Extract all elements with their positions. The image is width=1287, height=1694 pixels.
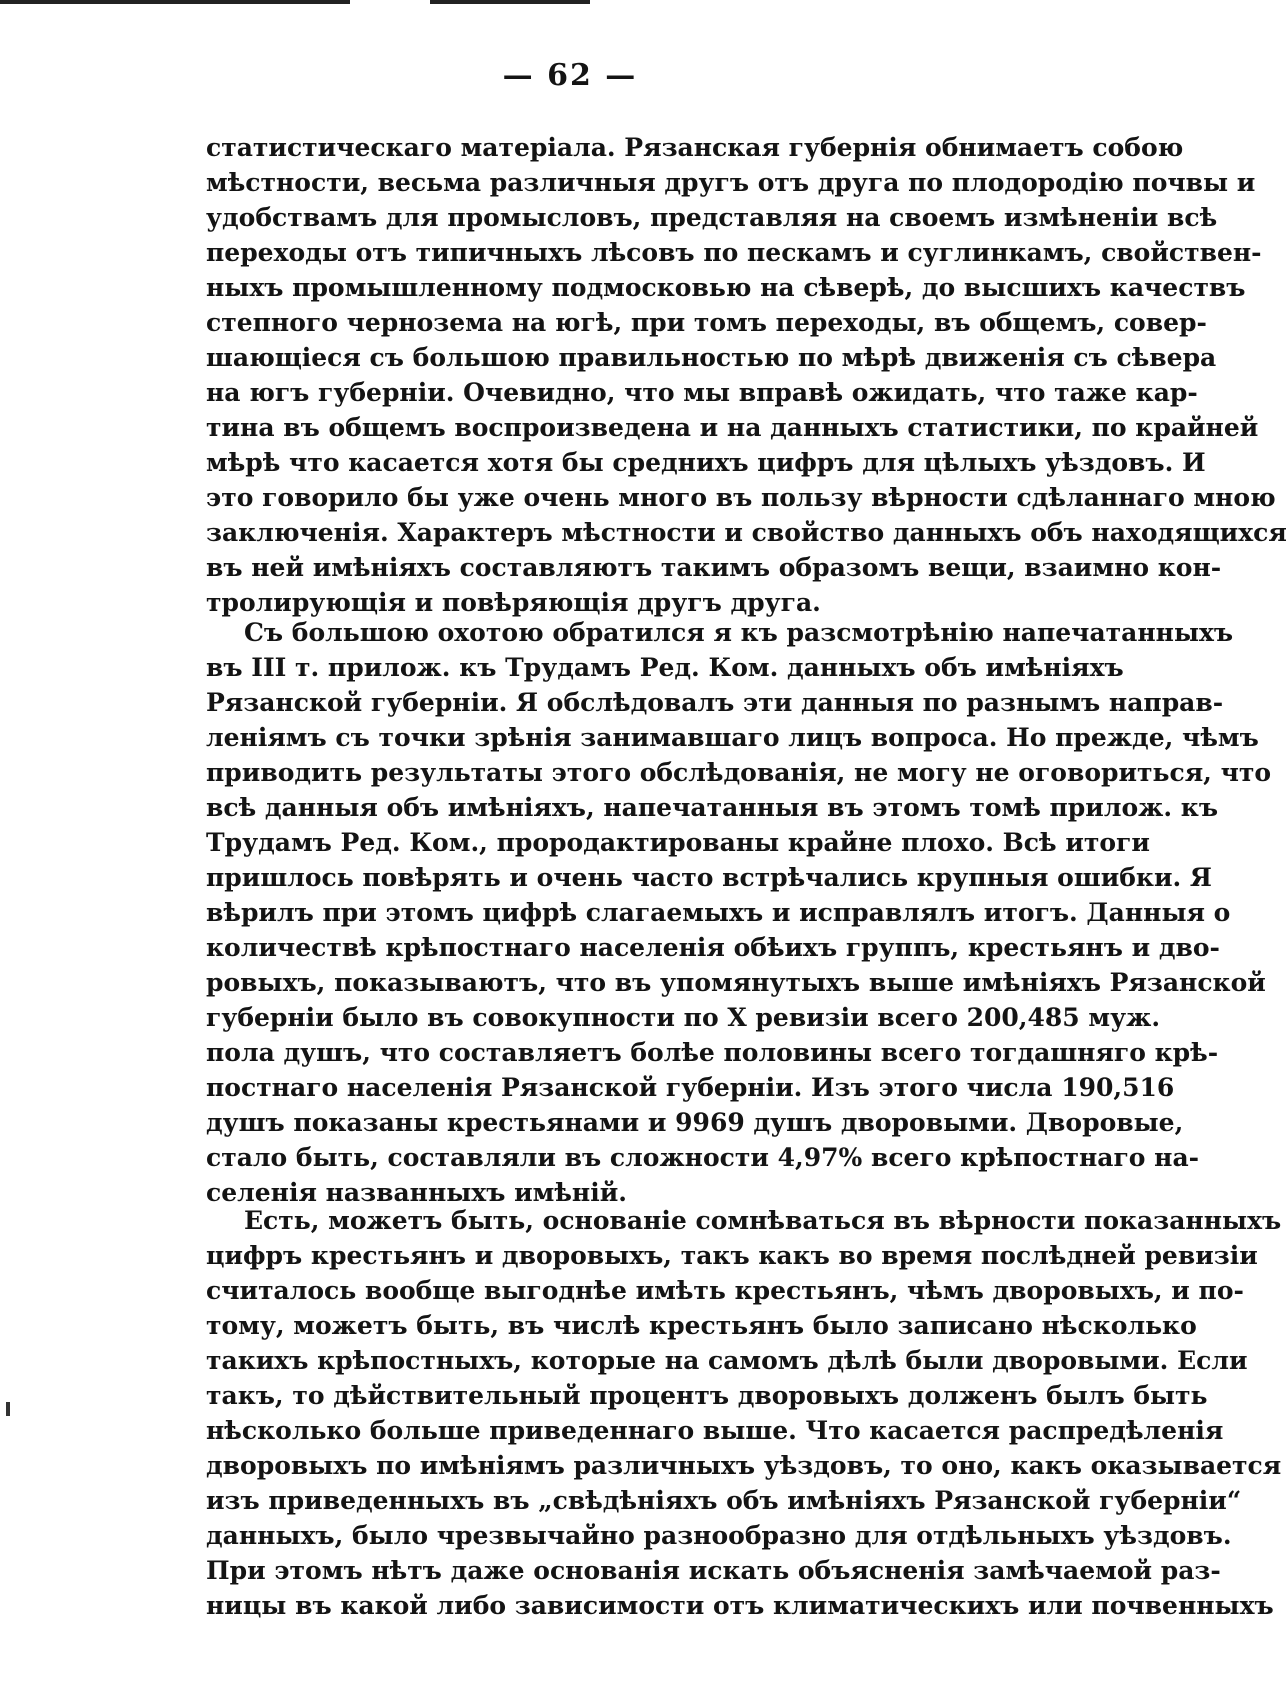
text-line: мѣстности, весьма различныя другъ отъ друга по плодородію почвы и xyxy=(206,168,1256,197)
text-line: ровыхъ, показываютъ, что въ упомянутыхъ выше имѣніяхъ Рязанской xyxy=(206,968,1266,997)
text-line: заключенія. Характеръ мѣстности и свойство данныхъ объ находящихся xyxy=(206,518,1287,547)
text-line: такихъ крѣпостныхъ, которые на самомъ дѣлѣ были дворовыми. Если xyxy=(206,1346,1248,1375)
text-line: пришлось повѣрять и очень часто встрѣчались крупныя ошибки. Я xyxy=(206,863,1212,892)
text-line: на югъ губерніи. Очевидно, что мы вправѣ ожидать, что таже кар- xyxy=(206,378,1198,407)
text-line: дворовыхъ по имѣніямъ различныхъ уѣздовъ, то оно, какъ оказывается xyxy=(206,1451,1282,1480)
text-line: вѣрилъ при этомъ цифрѣ слагаемыхъ и исправлялъ итогъ. Данныя о xyxy=(206,898,1231,927)
text-line: Есть, можетъ быть, основаніе сомнѣваться въ вѣрности показанныхъ xyxy=(244,1206,1282,1235)
text-line: всѣ данныя объ имѣніяхъ, напечатанныя въ этомъ томѣ прилож. къ xyxy=(206,793,1219,822)
text-line: данныхъ, было чрезвычайно разнообразно для отдѣльныхъ уѣздовъ. xyxy=(206,1521,1232,1550)
text-line: ныхъ промышленному подмосковью на сѣверѣ, до высшихъ качествъ xyxy=(206,273,1246,302)
text-line: изъ приведенныхъ въ „свѣдѣніяхъ объ имѣніяхъ Рязанской губерніи“ xyxy=(206,1486,1242,1515)
text-line: селенія названныхъ имѣній. xyxy=(206,1178,627,1207)
paragraph-2 xyxy=(206,615,1272,1210)
text-line: цифръ крестьянъ и дворовыхъ, такъ какъ во время послѣдней ревизіи xyxy=(206,1241,1258,1270)
page-number: — 62 — xyxy=(502,58,638,93)
text-line: удобствамъ для промысловъ, представляя на своемъ измѣненіи всѣ xyxy=(206,203,1218,232)
text-line: мѣрѣ что касается хотя бы среднихъ цифръ для цѣлыхъ уѣздовъ. И xyxy=(206,448,1206,477)
text-line: статистическаго матеріала. Рязанская губернія обнимаетъ собою xyxy=(206,133,1184,162)
text-line: пола душъ, что составляетъ болѣе половины всего тогдашняго крѣ- xyxy=(206,1038,1219,1067)
text-line: такъ, то дѣйствительный процентъ дворовыхъ долженъ былъ быть xyxy=(206,1381,1208,1410)
text-line: шающіеся съ большою правильностью по мѣрѣ движенія съ сѣвера xyxy=(206,343,1217,372)
text-line: тролирующія и повѣряющія другъ друга. xyxy=(206,588,821,617)
text-line: Съ большою охотою обратился я къ разсмотрѣнію напечатанныхъ xyxy=(244,618,1234,647)
paragraph-3 xyxy=(206,1203,1282,1623)
text-line: считалось вообще выгоднѣе имѣть крестьянъ, чѣмъ дворовыхъ, и по- xyxy=(206,1276,1244,1305)
text-line: Трудамъ Ред. Ком., прородактированы крайне плохо. Всѣ итоги xyxy=(206,828,1150,857)
text-line: въ ней имѣніяхъ составляютъ такимъ образомъ вещи, взаимно кон- xyxy=(206,553,1222,582)
text-line: нѣсколько больше приведеннаго выше. Что касается распредѣленія xyxy=(206,1416,1224,1445)
text-line: губерніи было въ совокупности по X ревизіи всего 200,485 муж. xyxy=(206,1003,1161,1032)
text-line: Рязанской губерніи. Я обслѣдовалъ эти данныя по разнымъ направ- xyxy=(206,688,1224,717)
text-line: леніямъ съ точки зрѣнія занимавшаго лицъ вопроса. Но прежде, чѣмъ xyxy=(206,723,1259,752)
margin-mark xyxy=(6,1402,10,1416)
top-rule-right xyxy=(430,0,590,4)
text-line: количествѣ крѣпостнаго населенія обѣихъ группъ, крестьянъ и дво- xyxy=(206,933,1220,962)
paragraph-1 xyxy=(206,130,1287,620)
text-line: это говорило бы уже очень много въ пользу вѣрности сдѣланнаго мною xyxy=(206,483,1276,512)
text-line: При этомъ нѣтъ даже основанія искать объясненія замѣчаемой раз- xyxy=(206,1556,1221,1585)
text-line: степного чернозема на югѣ, при томъ переходы, въ общемъ, совер- xyxy=(206,308,1207,337)
text-line: въ III т. прилож. къ Трудамъ Ред. Ком. данныхъ объ имѣніяхъ xyxy=(206,653,1124,682)
text-line: ницы въ какой либо зависимости отъ климатическихъ или почвенныхъ xyxy=(206,1591,1274,1620)
text-line: тина въ общемъ воспроизведена и на данныхъ статистики, по крайней xyxy=(206,413,1259,442)
text-line: стало быть, составляли въ сложности 4,97% всего крѣпостнаго на- xyxy=(206,1143,1200,1172)
text-line: приводить результаты этого обслѣдованія, не могу не оговориться, что xyxy=(206,758,1272,787)
text-line: постнаго населенія Рязанской губерніи. Изъ этого числа 190,516 xyxy=(206,1073,1175,1102)
text-line: душъ показаны крестьянами и 9969 душъ дворовыми. Дворовые, xyxy=(206,1108,1184,1137)
top-rule-left xyxy=(0,0,350,4)
text-line: переходы отъ типичныхъ лѣсовъ по пескамъ и суглинкамъ, свойствен- xyxy=(206,238,1262,267)
text-line: тому, можетъ быть, въ числѣ крестьянъ было записано нѣсколько xyxy=(206,1311,1197,1340)
